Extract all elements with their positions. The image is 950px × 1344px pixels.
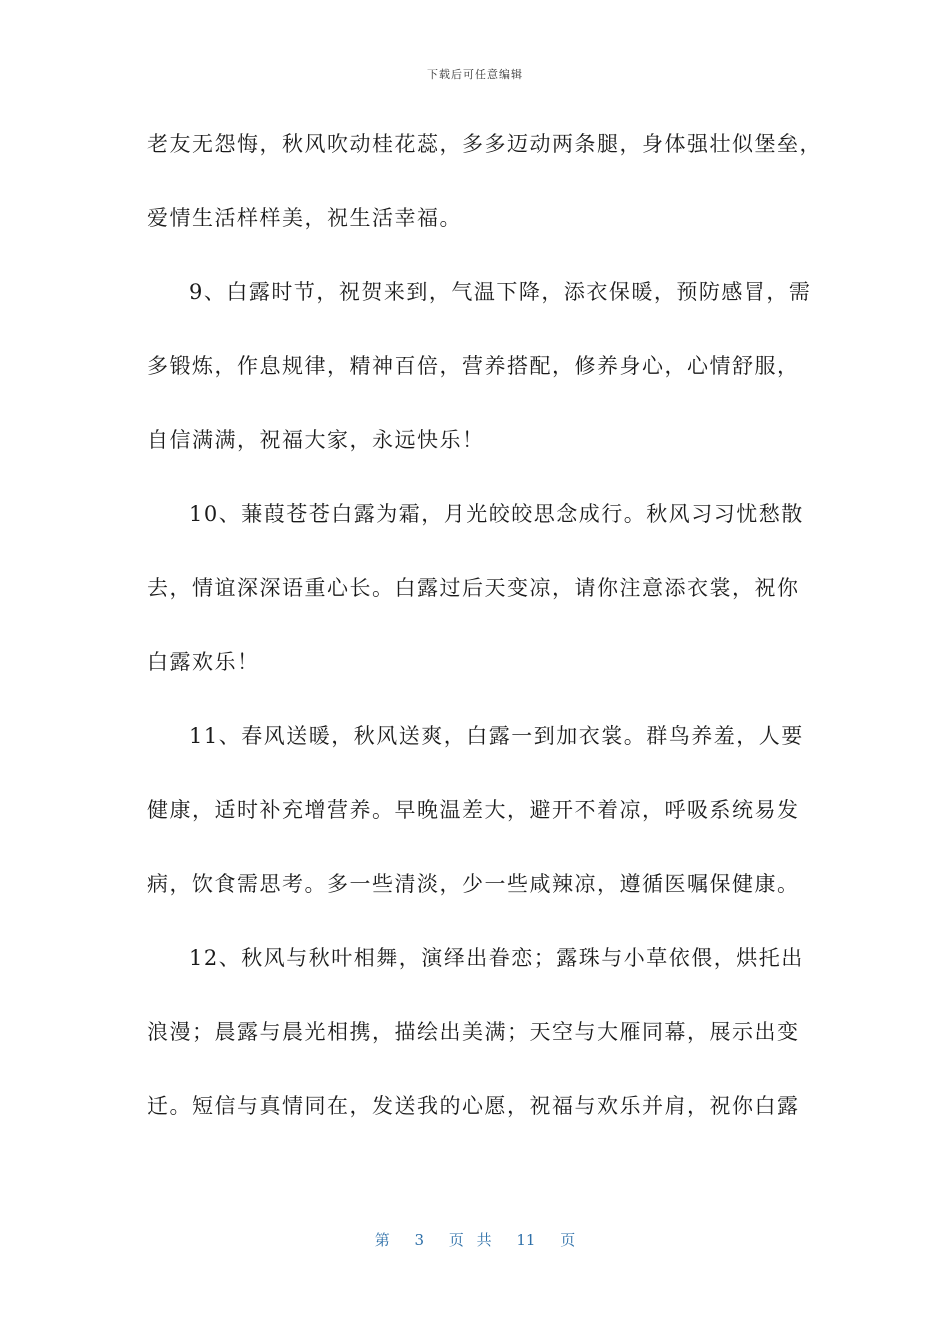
- document-body: [147, 122, 822, 1158]
- text-line: 健康，适时补充增营养。早晚温差大，避开不着凉，呼吸系统易发: [147, 798, 800, 822]
- text-line: 去，情谊深深语重心长。白露过后天变凉，请你注意添衣裳，祝你: [147, 576, 800, 600]
- text-line: 白露欢乐！: [147, 650, 260, 674]
- page-number: 3: [414, 1231, 425, 1249]
- text-line: 12、秋风与秋叶相舞，演绎出眷恋；露珠与小草依偎，烘托出: [189, 946, 804, 970]
- text-line: 11、春风送暖，秋风送爽，白露一到加衣裳。群鸟养羞，人要: [189, 724, 804, 748]
- text-line: 老友无怨悔，秋风吹动桂花蕊，多多迈动两条腿，身体强壮似堡垒，: [147, 132, 822, 156]
- page-header: 下载后可任意编辑: [427, 68, 523, 81]
- text-line: 9、白露时节，祝贺来到，气温下降，添衣保暖，预防感冒，需: [189, 280, 812, 304]
- text-line: 爱情生活样样美，祝生活幸福。: [147, 206, 462, 230]
- text-line: 病，饮食需思考。多一些清淡，少一些咸辣凉，遵循医嘱保健康。: [147, 872, 800, 896]
- text-line: 迁。短信与真情同在，发送我的心愿，祝福与欢乐并肩，祝你白露: [147, 1094, 800, 1118]
- text-line: 10、蒹葭苍苍白露为霜，月光皎皎思念成行。秋风习习忧愁散: [189, 502, 804, 526]
- text-line: 自信满满，祝福大家，永远快乐！: [147, 428, 485, 452]
- page-footer: [0, 1229, 950, 1250]
- footer-suffix: 页: [560, 1231, 576, 1249]
- footer-middle: 页 共: [448, 1231, 492, 1249]
- text-line: 多锻炼，作息规律，精神百倍，营养搭配，修养身心，心情舒服，: [147, 354, 800, 378]
- footer-prefix: 第: [374, 1231, 390, 1249]
- total-pages: 11: [516, 1231, 536, 1249]
- text-line: 浪漫；晨露与晨光相携，描绘出美满；天空与大雁同幕，展示出变: [147, 1020, 800, 1044]
